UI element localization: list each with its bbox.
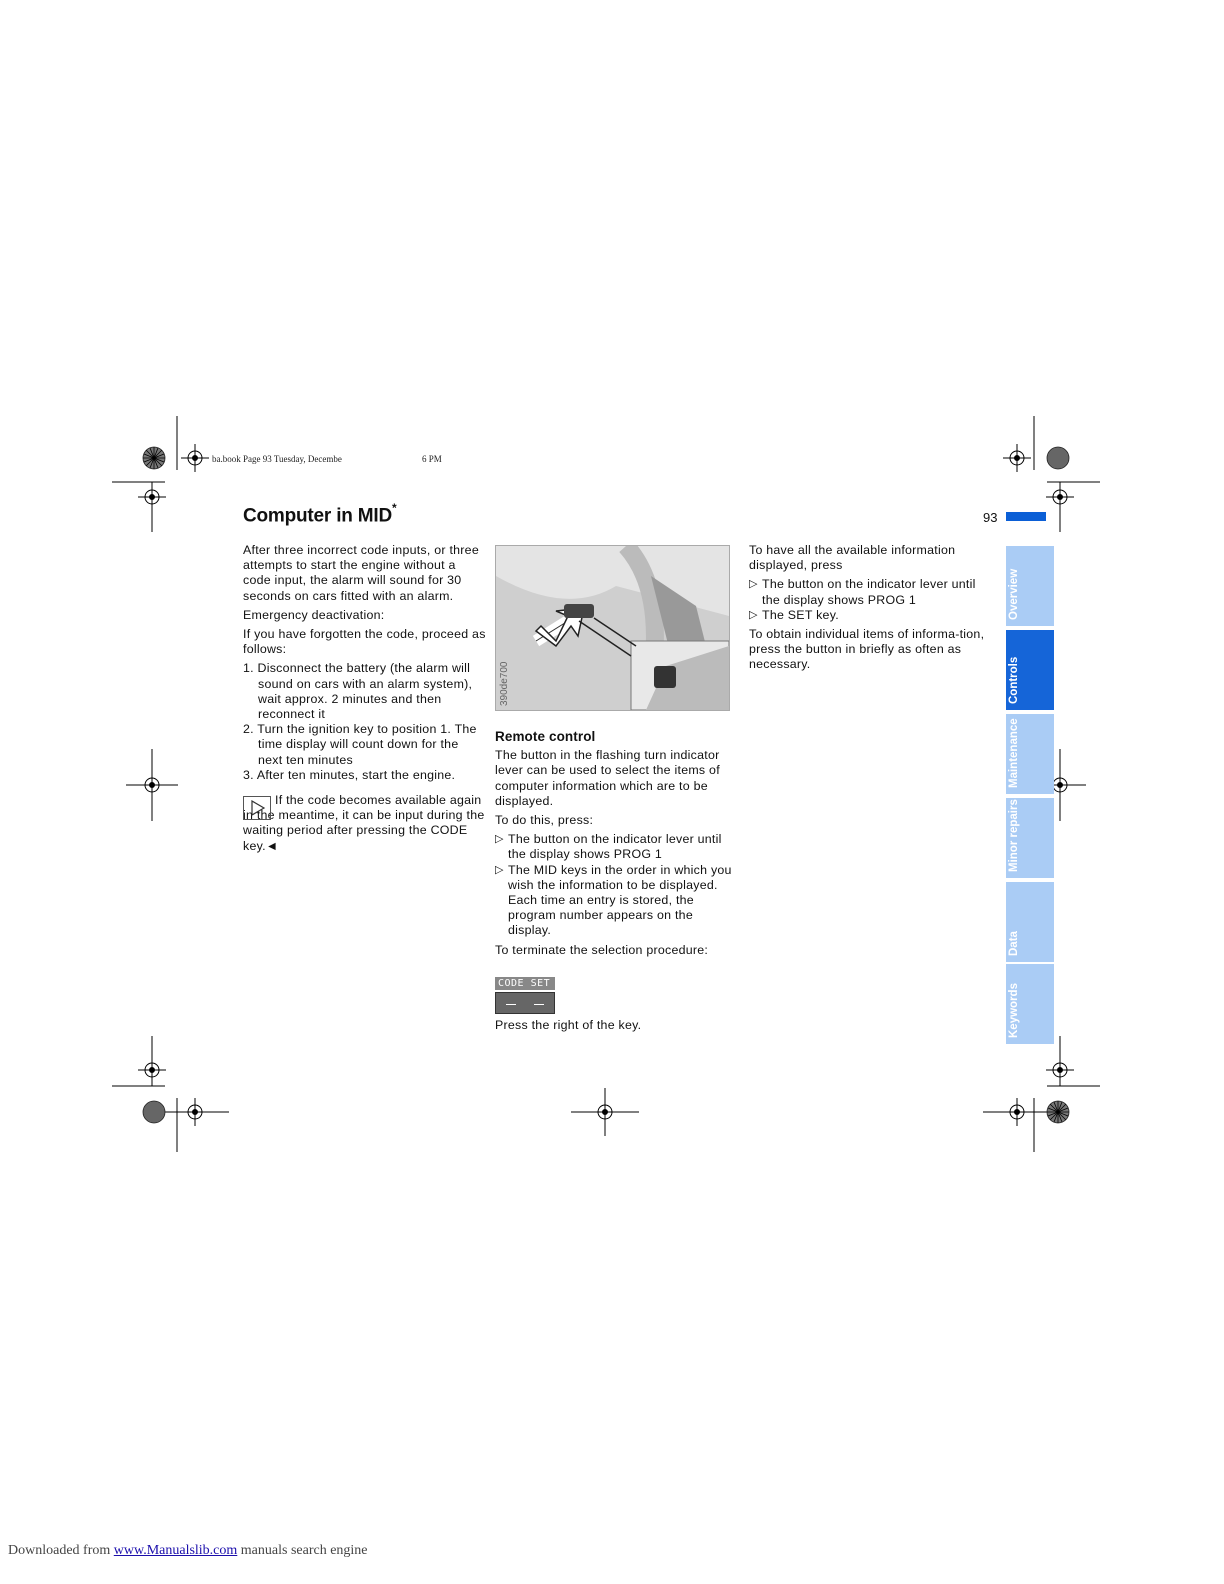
tab-label: Data [1008,931,1020,956]
page-title [243,503,396,527]
key-dash-left [506,1004,516,1005]
header-book-info: ba.book Page 93 Tuesday, Decembe [212,454,342,464]
page-number: 93 [983,510,998,525]
bullet-mid-keys: ▷ The MID keys in the order in which you wish the information to be displayed. [495,863,738,893]
paragraph-press-right: Press the right of the key. [495,1018,642,1032]
paragraph-individual-items: To obtain individual items of informa-tion, press the button in briefly as often as necessary. [749,627,985,672]
footer-suffix: manuals search engine [237,1543,368,1558]
subheading-remote-control: Remote control [495,729,596,744]
note-block [243,793,486,854]
tab-label: Maintenance [1008,718,1020,788]
paragraph-forgotten-code: If you have forgotten the code, proceed as follows: [243,627,486,657]
tab-controls[interactable] [1006,630,1054,710]
tab-keywords[interactable] [1006,964,1054,1044]
key-dash-right [534,1004,544,1005]
list-item: 2. Turn the ignition key to position 1. The time display will count down for the next ten minutes [243,722,477,767]
code-set-label: CODE SET [495,977,555,990]
paragraph-remote: The button in the flashing turn indicator lever can be used to select the items of computer information which are to be displayed. [495,748,720,808]
column-1 [243,543,486,858]
column-3 [749,543,992,677]
tab-label: Keywords [1008,983,1020,1038]
note-arrow-icon [243,796,271,820]
code-set-button [495,992,555,1014]
list-item: 1. Disconnect the battery (the alarm will sound on cars with an alarm system), wait approx. 2 minutes and then reconnect it [243,661,473,722]
tab-data[interactable] [1006,882,1054,962]
paragraph-emergency: Emergency deactivation: [243,607,385,622]
paragraph-to-do-this: To do this, press: [495,813,594,828]
indicator-lever-illustration [495,545,730,711]
paragraph-all-info: To have all the available information displayed, press [749,543,956,573]
column-2 [495,729,738,962]
bullet-mid-keys-note: Each time an entry is stored, the program number appears on the display. [508,893,694,938]
bullet-set-key: ▷ The SET key. [749,608,992,623]
paragraph-terminate: To terminate the selection procedure: [495,942,709,957]
tab-overview[interactable] [1006,546,1054,626]
bullet-indicator-lever: ▷ The button on the indicator lever until the display shows PROG 1 [749,577,992,607]
tab-label: Overview [1008,568,1020,620]
tab-label: Controls [1008,656,1020,704]
header-time: 6 PM [422,454,442,464]
paragraph-alarm: After three incorrect code inputs, or three attempts to start the engine without a code input, the alarm will sound for 30 seconds on cars fitted with an alarm. [243,543,479,603]
image-code: 390de700 [499,661,510,706]
tab-minor-repairs[interactable] [1006,798,1054,878]
bullet-mid-keys-more [495,893,738,939]
page-title-text: Computer in MID [243,505,392,527]
print-header [212,454,442,464]
footer-prefix: Downloaded from [8,1543,114,1558]
note-text: If the code becomes available again in the meantime, it can be input during the waiting period after pressing the CODE key.◄ [243,793,485,853]
list-item: 3. After ten minutes, start the engine. [243,767,456,782]
manualslib-link[interactable]: www.Manualslib.com [113,1543,238,1558]
column-2-end [495,1018,738,1037]
download-footer [8,1543,368,1559]
bullet-indicator-lever: ▷ The button on the indicator lever until the display shows PROG 1 [495,832,738,862]
page-number-bar [1006,512,1046,521]
steps-list [243,661,486,783]
code-set-key [495,977,555,1013]
optional-equipment-mark: * [392,501,397,515]
lever-drawing [496,546,729,710]
tab-label: Minor repairs [1008,799,1020,872]
tab-maintenance[interactable] [1006,714,1054,794]
